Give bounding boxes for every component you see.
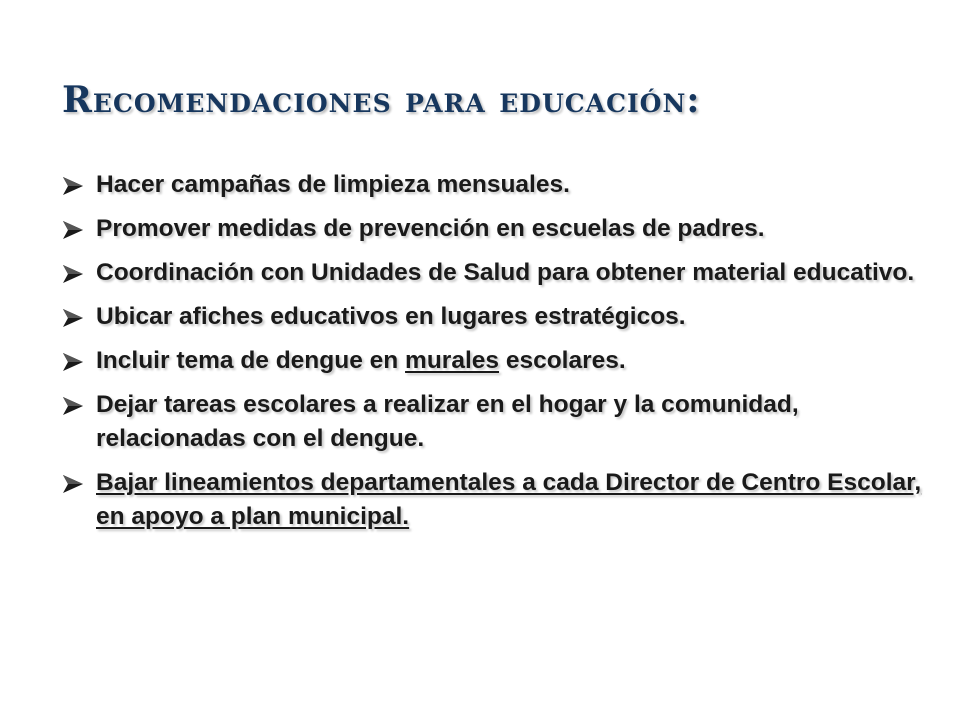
slide-title: Recomendaciones para educación: <box>62 79 701 121</box>
arrow-bullet-icon <box>62 396 84 416</box>
bullet-text: Coordinación con Unidades de Salud para obtener material educativo. <box>96 259 915 286</box>
arrow-bullet-icon <box>62 220 84 240</box>
bullet-text: Dejar tareas escolares a realizar en el hogar y la comunidad, relacionadas con el dengue. <box>96 391 799 452</box>
bullet-item <box>62 212 932 246</box>
bullet-item <box>62 300 932 334</box>
bullet-list <box>62 168 932 544</box>
underlined-text: Bajar lineamientos departamentales a cada Director de Centro Escolar, en apoyo a plan municipal. <box>96 469 922 530</box>
arrow-bullet-icon <box>62 352 84 372</box>
bullet-text: escolares. <box>499 347 626 374</box>
arrow-bullet-icon <box>62 308 84 328</box>
arrow-bullet-icon <box>62 176 84 196</box>
bullet-text: Ubicar afiches educativos en lugares estratégicos. <box>96 303 686 330</box>
arrow-bullet-icon <box>62 474 84 494</box>
bullet-text: Promover medidas de prevención en escuelas de padres. <box>96 215 765 242</box>
bullet-item <box>62 256 932 290</box>
bullet-item <box>62 388 932 456</box>
bullet-text: Incluir tema de dengue en <box>96 347 406 374</box>
bullet-item <box>62 168 932 202</box>
bullet-text: Hacer campañas de limpieza mensuales. <box>96 171 570 198</box>
bullet-item <box>62 466 932 534</box>
bullet-item <box>62 344 932 378</box>
underlined-text: murales <box>405 347 500 374</box>
arrow-bullet-icon <box>62 264 84 284</box>
